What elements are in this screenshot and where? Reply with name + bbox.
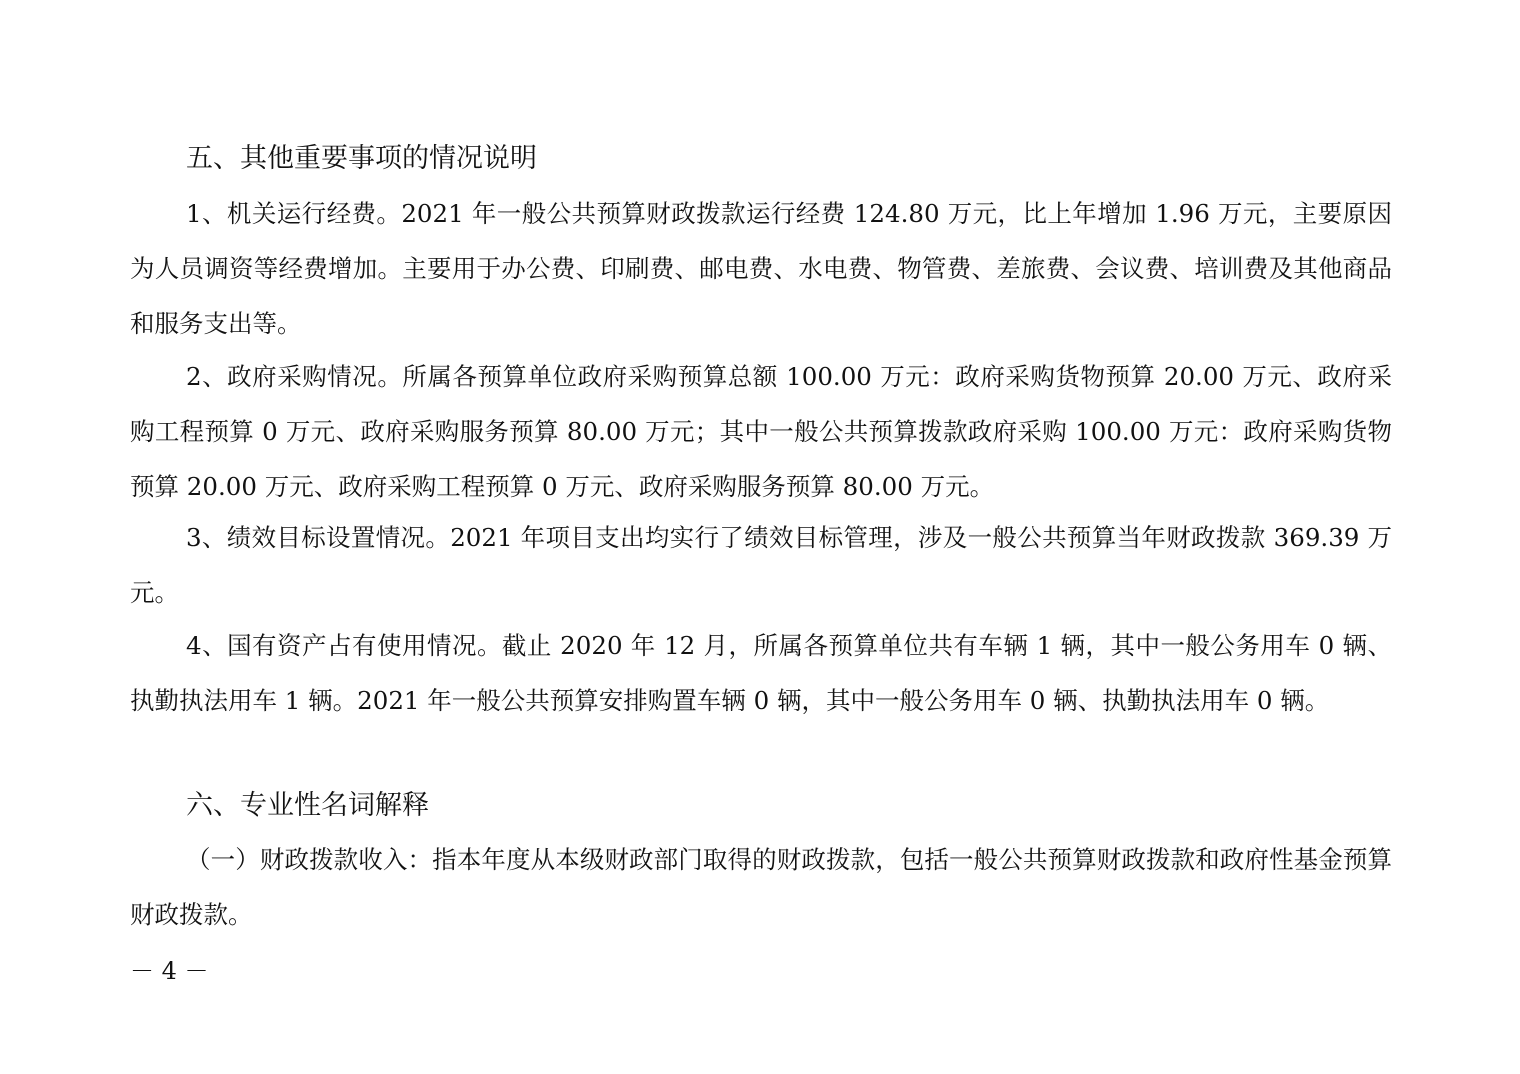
section-heading-other-matters: 五、其他重要事项的情况说明 [186, 143, 537, 174]
paragraph-fiscal-appropriation-income: （一）财政拨款收入：指本年度从本级财政部门取得的财政拨款，包括一般公共预算财政拨款和政府性基金预算财政拨款。 [130, 845, 1392, 929]
section-heading-terminology: 六、专业性名词解释 [186, 790, 429, 821]
paragraph-government-procurement: 2、政府采购情况。所属各预算单位政府采购预算总额 100.00 万元：政府采购货物预算 20.00 万元、政府采购工程预算 0 万元、政府采购服务预算 80.00 万元；其中一般公共预算拨款政府采购 100.00 万元：政府采购货物预算 20.00 万元、政府采购工程预算 0 万元、政府采购服务预算 80.00 万元。 [130, 362, 1392, 501]
paragraph-performance-targets: 3、绩效目标设置情况。2021 年项目支出均实行了绩效目标管理，涉及一般公共预算当年财政拨款 369.39 万元。 [130, 523, 1392, 607]
page-number: － 4 － [130, 957, 209, 985]
paragraph-operating-expenses: 1、机关运行经费。2021 年一般公共预算财政拨款运行经费 124.80 万元，比上年增加 1.96 万元，主要原因为人员调资等经费增加。主要用于办公费、印刷费、邮电费、水电费、物管费、差旅费、会议费、培训费及其他商品和服务支出等。 [130, 199, 1392, 338]
paragraph-state-assets: 4、国有资产占有使用情况。截止 2020 年 12 月，所属各预算单位共有车辆 1 辆，其中一般公务用车 0 辆、执勤执法用车 1 辆。2021 年一般公共预算安排购置车辆 0 辆，其中一般公务用车 0 辆、执勤执法用车 0 辆。 [130, 631, 1392, 715]
